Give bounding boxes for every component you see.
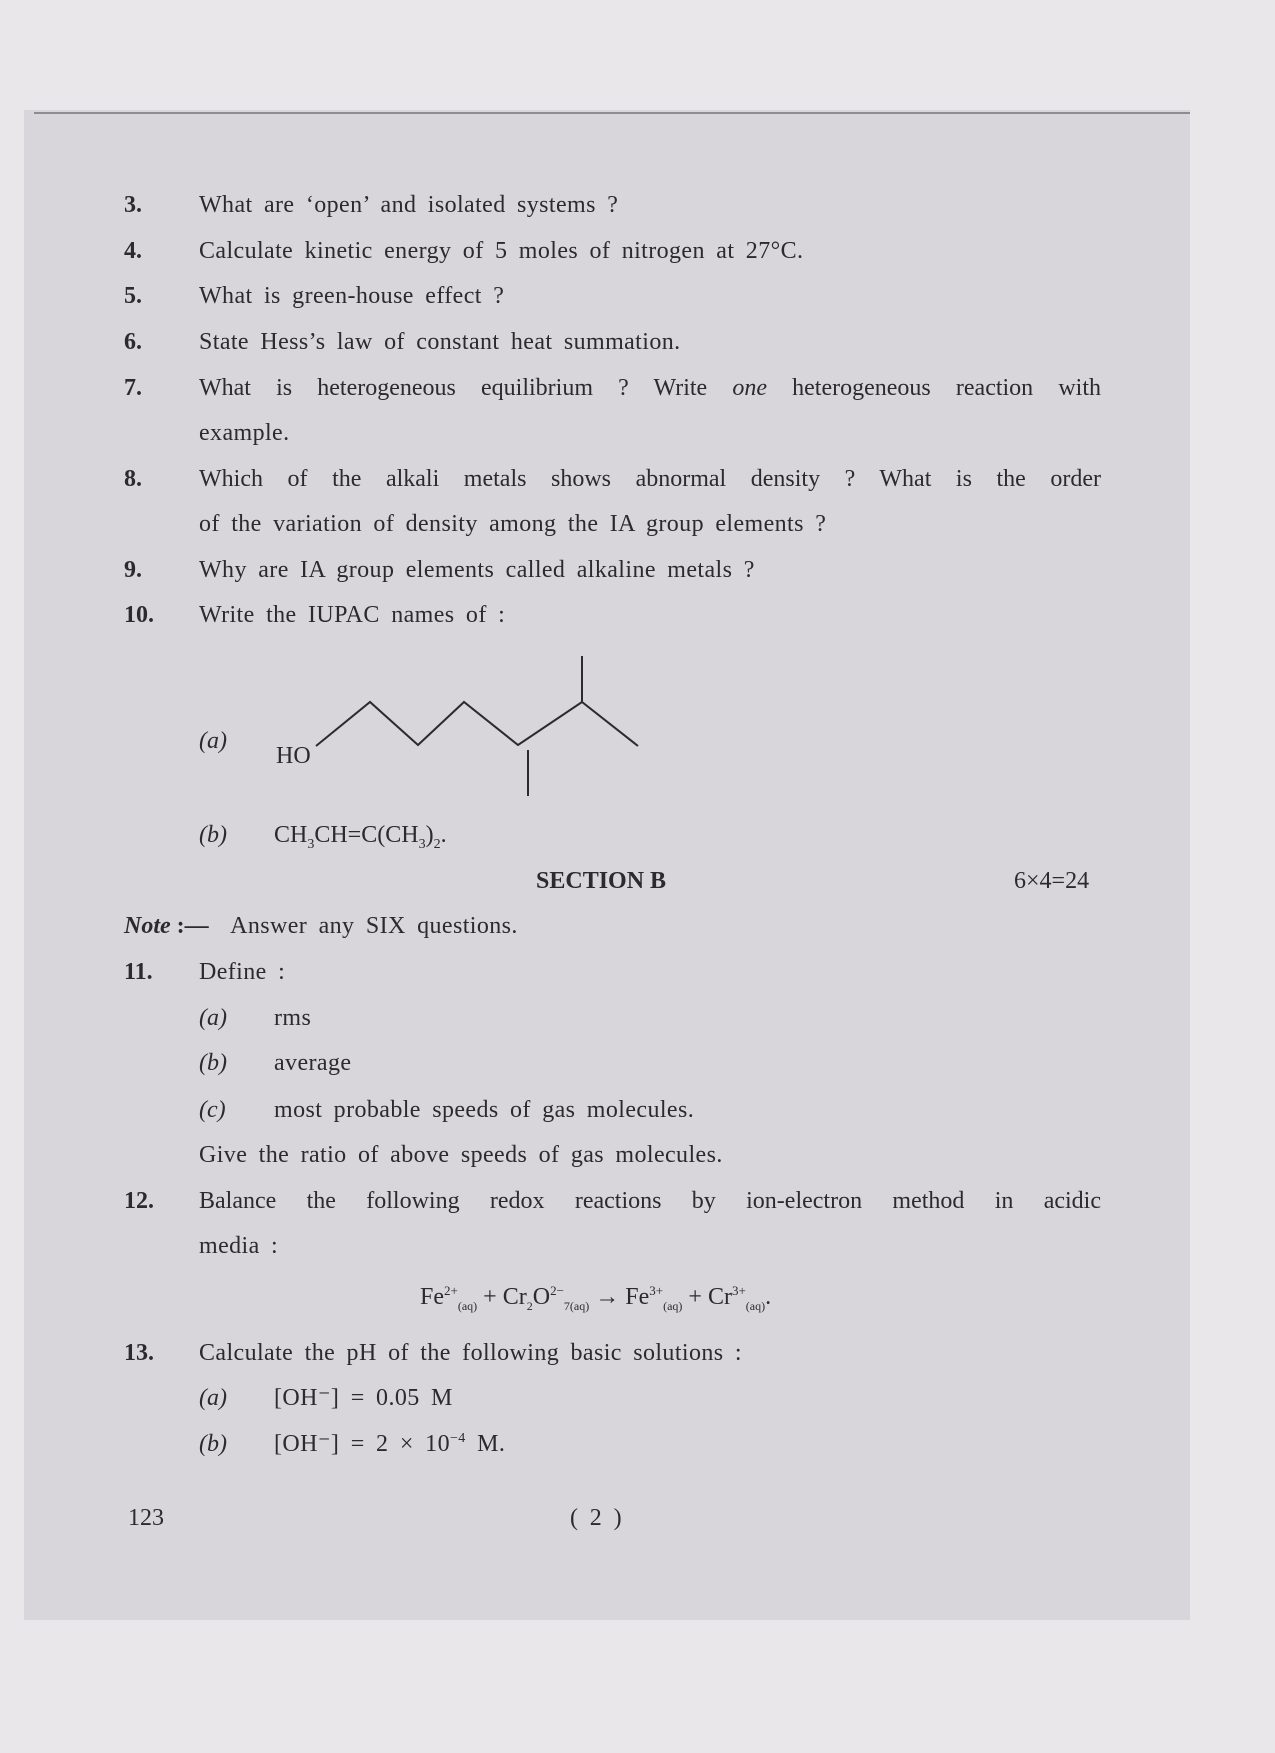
q10-a-label: (a) (199, 728, 227, 754)
q9-number: 9. (124, 557, 142, 583)
redox-equation: $Fe^{2+}_{(aq)} + Cr_2O^{2-}_{7(aq)} \to Fe^{3+}_{(aq)} + Cr^{3+}_{(aq)}$. (420, 1283, 772, 1313)
q11-c-text: most probable speeds of gas molecules. (274, 1097, 695, 1123)
section-title: SECTION B (536, 868, 667, 894)
q8-text-line2: of the variation of density among the IA group elements ? (199, 511, 827, 537)
q10-b-label: (b) (199, 822, 227, 848)
q4-number: 4. (124, 238, 142, 264)
q6-number: 6. (124, 329, 142, 355)
q8-number: 8. (124, 466, 142, 492)
q11-a-label: (a) (199, 1005, 227, 1031)
q6-text: State Hess’s law of constant heat summation. (199, 329, 681, 355)
q12-number: 12. (124, 1188, 154, 1214)
q10-b-formula: $CH_3CH=C(CH_3)_2$. (274, 822, 447, 852)
q11-a-text: rms (274, 1005, 312, 1031)
q12-text-line1: Balance the following redox reactions by ion-electron method in acidic (199, 1188, 1101, 1214)
q10-a-ho-group: HO (276, 743, 311, 769)
paper-code: 123 (128, 1505, 164, 1531)
q3-number: 3. (124, 192, 142, 218)
q10-text: Write the IUPAC names of : (199, 602, 506, 628)
q11-number: 11. (124, 959, 153, 985)
page-number: ( 2 ) (570, 1505, 622, 1531)
q13-number: 13. (124, 1340, 154, 1366)
q9-text: Why are IA group elements called alkaline metals ? (199, 557, 755, 583)
q13-a-label: (a) (199, 1385, 227, 1411)
q10-number: 10. (124, 602, 154, 628)
q12-text-line2: media : (199, 1233, 279, 1259)
q13-b-text: $[OH^-] = 2 \times 10^{-4}$ M. (274, 1431, 506, 1457)
q11-b-text: average (274, 1050, 352, 1076)
q3-text: What are ‘open’ and isolated systems ? (199, 192, 619, 218)
q11-text: Define : (199, 959, 286, 985)
q13-b-label: (b) (199, 1431, 227, 1457)
q11-b-label: (b) (199, 1050, 227, 1076)
q7-text-line1: What is heterogeneous equilibrium ? Write one heterogeneous reaction with (199, 375, 1102, 401)
q5-text: What is green-house effect ? (199, 283, 505, 309)
note-line: Note :— Answer any SIX questions. (124, 913, 518, 939)
section-marks: 6×4=24 (1014, 868, 1090, 894)
q11-c-label: (c) (199, 1097, 226, 1123)
q13-a-text: [OH⁻] = 0.05 M (274, 1385, 453, 1411)
q4-text: Calculate kinetic energy of 5 moles of nitrogen at 27°C. (199, 238, 804, 264)
skeletal-structure (300, 650, 640, 800)
q13-text: Calculate the pH of the following basic solutions : (199, 1340, 742, 1366)
q7-number: 7. (124, 375, 142, 401)
q11-tail: Give the ratio of above speeds of gas molecules. (199, 1142, 723, 1168)
q7-text-line2: example. (199, 420, 290, 446)
q5-number: 5. (124, 283, 142, 309)
q8-text-line1: Which of the alkali metals shows abnormal density ? What is the order (199, 466, 1101, 492)
top-rule (34, 112, 1190, 114)
